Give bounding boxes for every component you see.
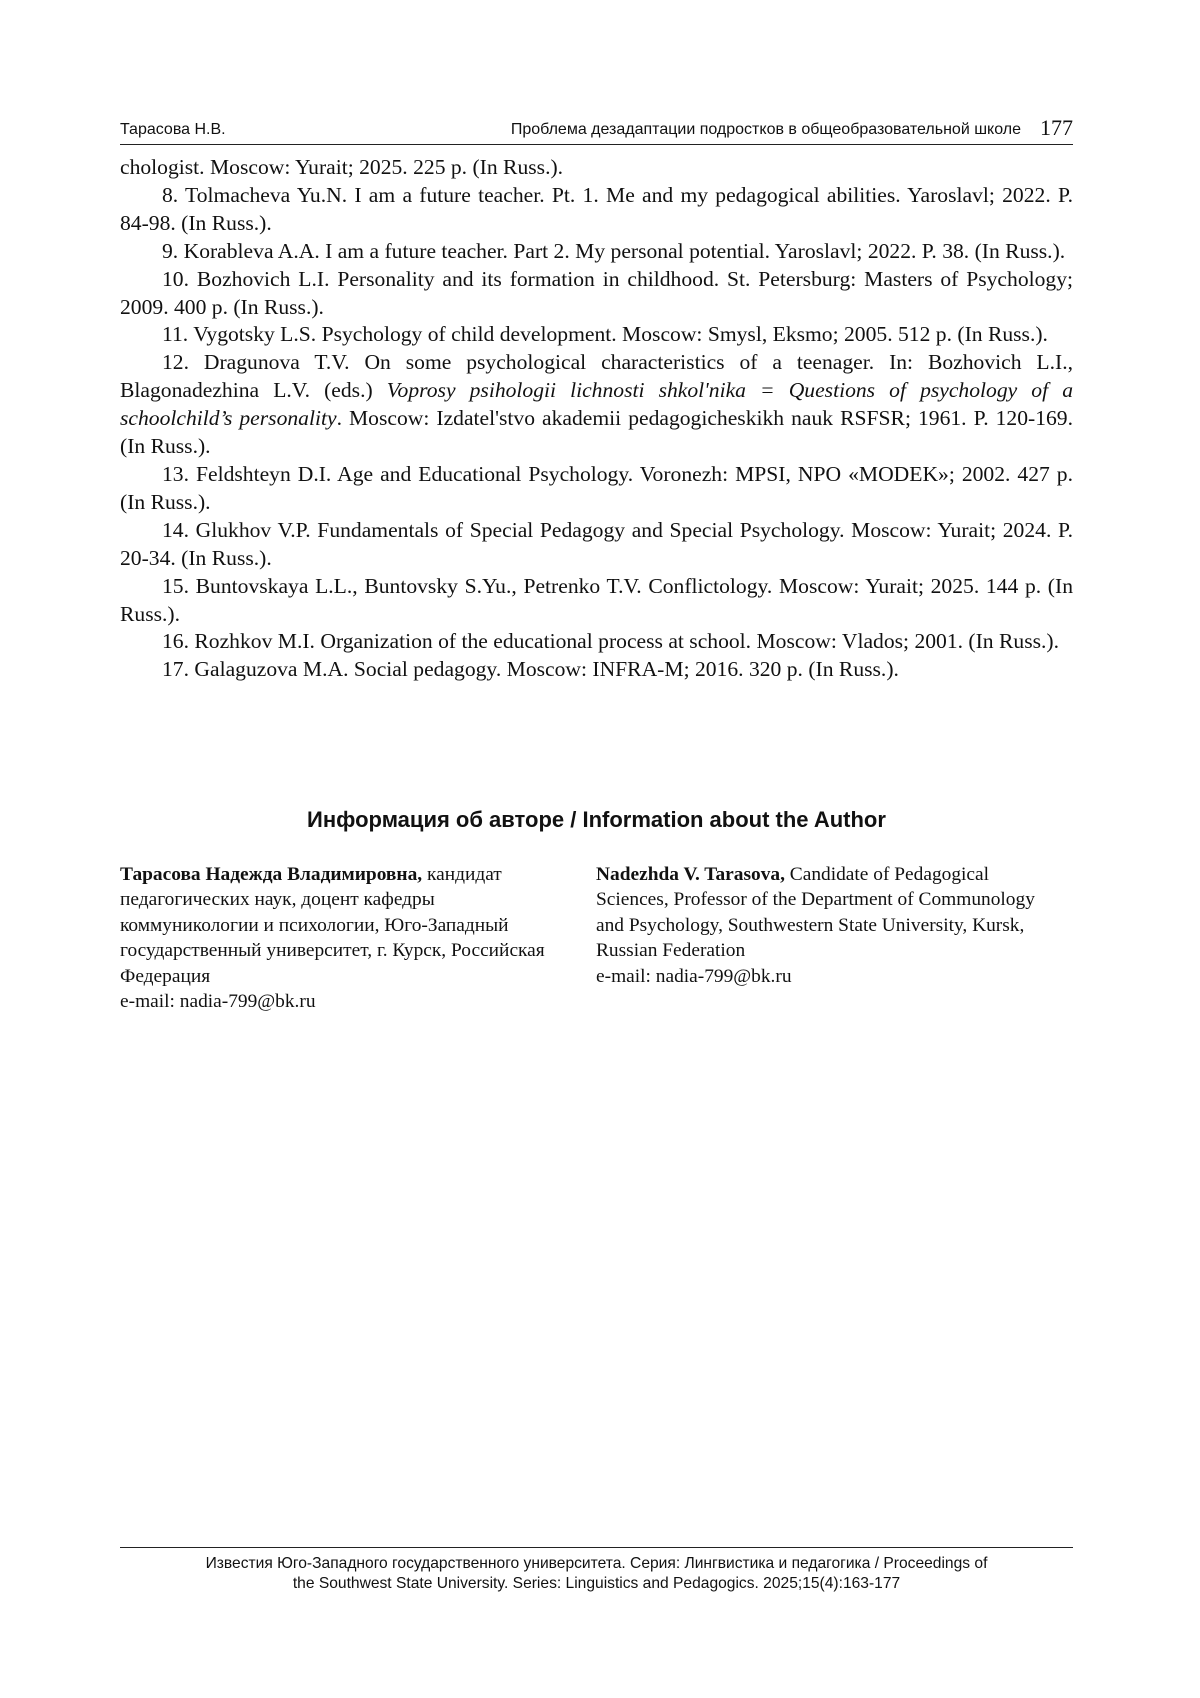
author-details-ru: кандидат педагогических наук, доцент кафедры коммуникологии и психологии, Юго-Западный государственный университет, г. Курск, Российская Федерация — [120, 864, 545, 987]
author-details-en: Candidate of Pedagogical Sciences, Professor of the Department of Communology and Psychology, Southwestern State University, Kursk, Russian Federation — [596, 864, 1035, 962]
reference-16: 16. Rozhkov M.I. Organization of the educational process at school. Moscow: Vlados; 2001. (In Russ.). — [162, 629, 1059, 654]
author-email-ru: e-mail: nadia-799@bk.ru — [120, 991, 316, 1013]
reference-12-title: Voprosy psihologii lichnosti shkol'nika = Questions of psychology of a schoolchild’s personality — [120, 378, 1073, 431]
author-info-ru — [120, 862, 565, 1014]
references-list — [120, 154, 1073, 684]
author-name-en: Nadezhda V. Tarasova, — [596, 864, 785, 885]
reference-13: 13. Feldshteyn D.I. Age and Educational Psychology. Voronezh: MPSI, NPO «MODEK»; 2002. 427 p. (In Russ.). — [120, 461, 1073, 514]
footer-line-2: the Southwest State University. Series: Linguistics and Pedagogics. 2025;15(4):163-177 — [292, 1575, 901, 1592]
reference-12-publisher: . Moscow: Izdatel'stvo akademii pedagogicheskikh nauk RSFSR; 1961. P. 120-169. (In Russ.). — [120, 406, 1073, 459]
journal-footer — [120, 1547, 1073, 1594]
running-header — [120, 116, 1073, 145]
author-info-en — [596, 862, 1056, 989]
reference-14: 14. Glukhov V.P. Fundamentals of Special Pedagogy and Special Psychology. Moscow: Yurait; 2024. P. 20-34. (In Russ.). — [120, 517, 1073, 570]
reference-12-authors: 12. Dragunova T.V. On some psychological characteristics of a teenager. In: Bozhovich L.I., Blagonadezhina L.V. (eds.) — [120, 350, 1073, 403]
reference-11: 11. Vygotsky L.S. Psychology of child development. Moscow: Smysl, Eksmo; 2005. 512 p. (In Russ.). — [162, 322, 1048, 347]
author-email-en: e-mail: nadia-799@bk.ru — [596, 965, 792, 987]
header-title: Проблема дезадаптации подростков в общеобразовательной школе — [510, 121, 1021, 138]
header-author: Тарасова Н.В. — [120, 121, 226, 138]
reference-9: 9. Korableva A.A. I am a future teacher. Part 2. My personal potential. Yaroslavl; 2022. P. 38. (In Russ.). — [162, 238, 1066, 263]
page-number: 177 — [1040, 115, 1073, 140]
reference-17: 17. Galaguzova M.A. Social pedagogy. Moscow: INFRA-M; 2016. 320 p. (In Russ.). — [162, 657, 899, 682]
reference-continued: chologist. Moscow: Yurait; 2025. 225 p. (In Russ.). — [120, 155, 564, 179]
reference-10: 10. Bozhovich L.I. Personality and its formation in childhood. St. Petersburg: Masters of Psychology; 2009. 400 p. (In Russ.). — [120, 266, 1073, 319]
footer-line-1: Известия Юго-Западного государственного университета. Серия: Лингвистика и педагогика / Proceedings of — [205, 1555, 988, 1572]
reference-15: 15. Buntovskaya L.L., Buntovsky S.Yu., Petrenko T.V. Conflictology. Moscow: Yurait; 2025. 144 p. (In Russ.). — [120, 573, 1073, 626]
reference-12 — [120, 349, 1073, 461]
author-name-ru: Тарасова Надежда Владимировна, — [120, 864, 423, 885]
author-info-heading: Информация об авторе / Information about the Author — [307, 807, 886, 832]
reference-8: 8. Tolmacheva Yu.N. I am a future teacher. Pt. 1. Me and my pedagogical abilities. Yaroslavl; 2022. P. 84-98. (In Russ.). — [120, 182, 1073, 235]
